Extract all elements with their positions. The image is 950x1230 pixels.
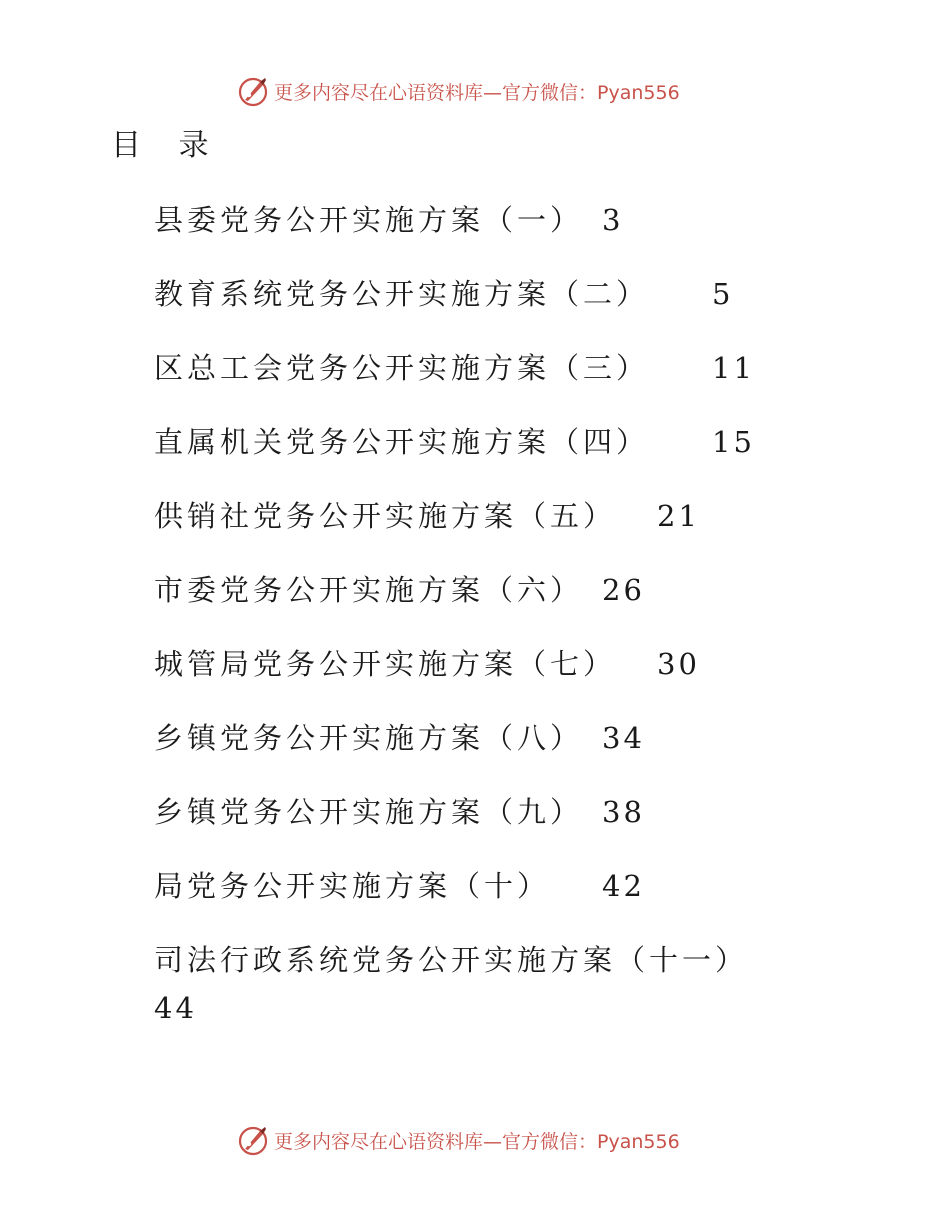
toc-entry[interactable] (154, 714, 794, 788)
toc-entry[interactable] (154, 566, 794, 640)
watermark-text: 更多内容尽在心语资料库—官方微信：Pyan556 (274, 1130, 680, 1153)
watermark-footer (236, 1121, 680, 1159)
toc-entry-label: 乡镇党务公开实施方案（九） (154, 795, 584, 829)
toc-entry-page: 26 (602, 573, 645, 607)
toc-entry-label: 市委党务公开实施方案（六） (154, 573, 584, 607)
toc-entry-label: 司法行政系统党务公开实施方案（十一） (154, 943, 749, 977)
quill-logo-icon (236, 74, 270, 108)
toc-entry-label: 乡镇党务公开实施方案（八） (154, 721, 584, 755)
toc-entry-page: 42 (602, 869, 645, 903)
toc-entry-label: 区总工会党务公开实施方案（三） (154, 351, 650, 385)
toc-entry-page: 3 (602, 203, 624, 237)
toc-entry-page: 34 (602, 721, 645, 755)
toc-entry-label: 局党务公开实施方案（十） (154, 869, 551, 903)
watermark-header (236, 72, 680, 110)
toc-entry[interactable] (154, 788, 794, 862)
toc-entry[interactable] (154, 418, 794, 492)
quill-logo-icon (236, 1123, 270, 1157)
toc-entry-page: 11 (712, 351, 755, 385)
toc-entry[interactable] (154, 196, 794, 270)
toc-entry[interactable] (154, 936, 794, 1046)
toc-entry-page: 15 (712, 425, 755, 459)
toc-entry[interactable] (154, 344, 794, 418)
toc-entry-label: 直属机关党务公开实施方案（四） (154, 425, 650, 459)
toc-entry[interactable] (154, 862, 794, 936)
toc-list (154, 196, 794, 1046)
toc-entry-page: 44 (154, 991, 197, 1025)
toc-entry-label: 教育系统党务公开实施方案（二） (154, 277, 650, 311)
watermark-text: 更多内容尽在心语资料库—官方微信：Pyan556 (274, 81, 680, 104)
toc-title: 目 录 (111, 128, 223, 163)
toc-entry[interactable] (154, 270, 794, 344)
toc-entry-label: 县委党务公开实施方案（一） (154, 203, 584, 237)
toc-entry-label: 供销社党务公开实施方案（五） (154, 499, 617, 533)
toc-entry-page: 21 (657, 499, 700, 533)
toc-entry[interactable] (154, 492, 794, 566)
toc-entry-page: 5 (712, 277, 734, 311)
toc-entry-page: 30 (657, 647, 700, 681)
toc-entry-page: 38 (602, 795, 645, 829)
toc-entry-label: 城管局党务公开实施方案（七） (154, 647, 617, 681)
toc-entry[interactable] (154, 640, 794, 714)
